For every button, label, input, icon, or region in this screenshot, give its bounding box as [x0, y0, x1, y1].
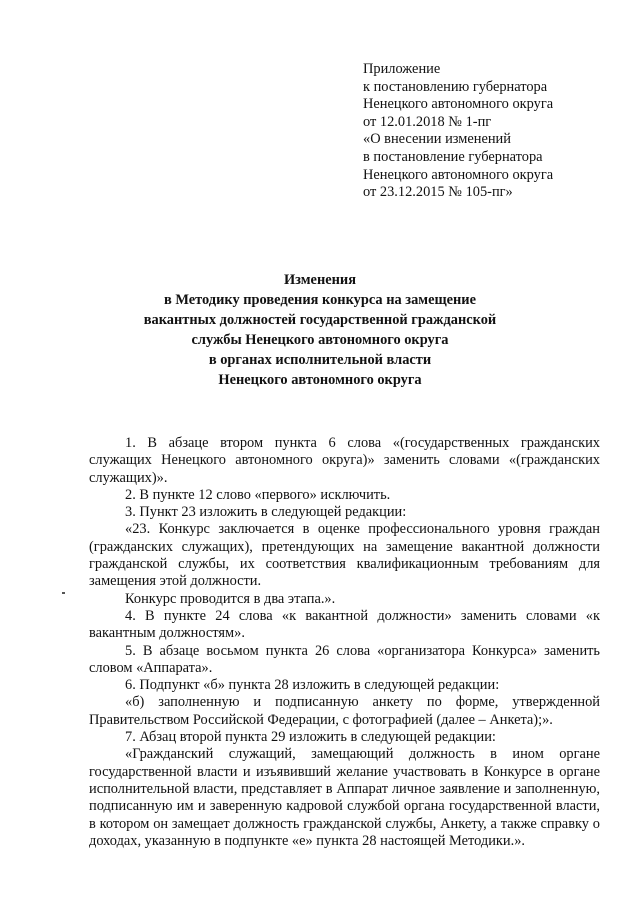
paragraph-item-5: 5. В абзаце восьмом пункта 26 слова «организатора Конкурса» заменить словом «Аппарата». — [89, 642, 600, 676]
title-line: в органах исполнительной власти — [208, 352, 432, 368]
appendix-line: к постановлению губернатора — [363, 78, 548, 95]
title-line: в Методику проведения конкурса на замещение — [164, 292, 476, 308]
title-line: Ненецкого автономного округа — [218, 372, 422, 388]
margin-mark — [62, 592, 65, 594]
paragraph-item-1: 1. В абзаце втором пункта 6 слова «(государственных гражданских служащих Ненецкого автономного округа)» заменить словами «(гражданских служащих)». — [89, 435, 600, 486]
paragraph-quote-29: «Гражданский служащий, замещающий должность в ином органе государственной власти и изъявивший желание участвовать в Конкурсе в органе исполнительной власти, представляет в Аппарат личное заявление и заполненную, подписанную им и заверенную кадровой службой органа государственной власти, в котором он замещает должность гражданской службы, Анкету, а также справку о доходах, указанную в подпункте «е» пункта 28 настоящей Методики.». — [89, 746, 600, 849]
appendix-line: Приложение — [363, 61, 441, 77]
paragraph-item-3: 3. Пункт 23 изложить в следующей редакции: — [125, 504, 407, 521]
appendix-header — [363, 61, 623, 202]
title-line: Изменения — [283, 272, 356, 288]
document-body — [89, 435, 600, 850]
appendix-line: от 23.12.2015 № 105-пг» — [363, 184, 513, 201]
title-line: службы Ненецкого автономного округа — [191, 332, 449, 348]
appendix-line: в постановление губернатора — [363, 148, 543, 165]
appendix-line: «О внесении изменений — [363, 131, 511, 148]
document-title — [0, 270, 640, 390]
paragraph-item-7: 7. Абзац второй пункта 29 изложить в следующей редакции: — [125, 729, 496, 746]
appendix-line: от 12.01.2018 № 1-пг — [363, 113, 492, 130]
appendix-line: Ненецкого автономного округа — [363, 166, 554, 183]
paragraph-item-2: 2. В пункте 12 слово «первого» исключить. — [125, 486, 391, 503]
paragraph-item-6: 6. Подпункт «б» пункта 28 изложить в следующей редакции: — [125, 677, 500, 694]
paragraph-quote-23-cont: Конкурс проводится в два этапа.». — [125, 590, 336, 607]
appendix-line: Ненецкого автономного округа — [363, 96, 554, 113]
title-line: вакантных должностей государственной гражданской — [143, 312, 497, 328]
paragraph-item-4: 4. В пункте 24 слова «к вакантной должности» заменить словами «к вакантным должностям». — [89, 607, 600, 642]
paragraph-quote-23: «23. Конкурс заключается в оценке профессионального уровня граждан (гражданских служащих), претендующих на замещение вакантной должности гражданской службы, их соответствия квалификационным требованиям для замещения этой должности. — [89, 521, 600, 590]
paragraph-quote-b: «б) заполненную и подписанную анкету по форме, утвержденной Правительством Российской Федерации, с фотографией (далее – Анкета);». — [89, 694, 600, 728]
